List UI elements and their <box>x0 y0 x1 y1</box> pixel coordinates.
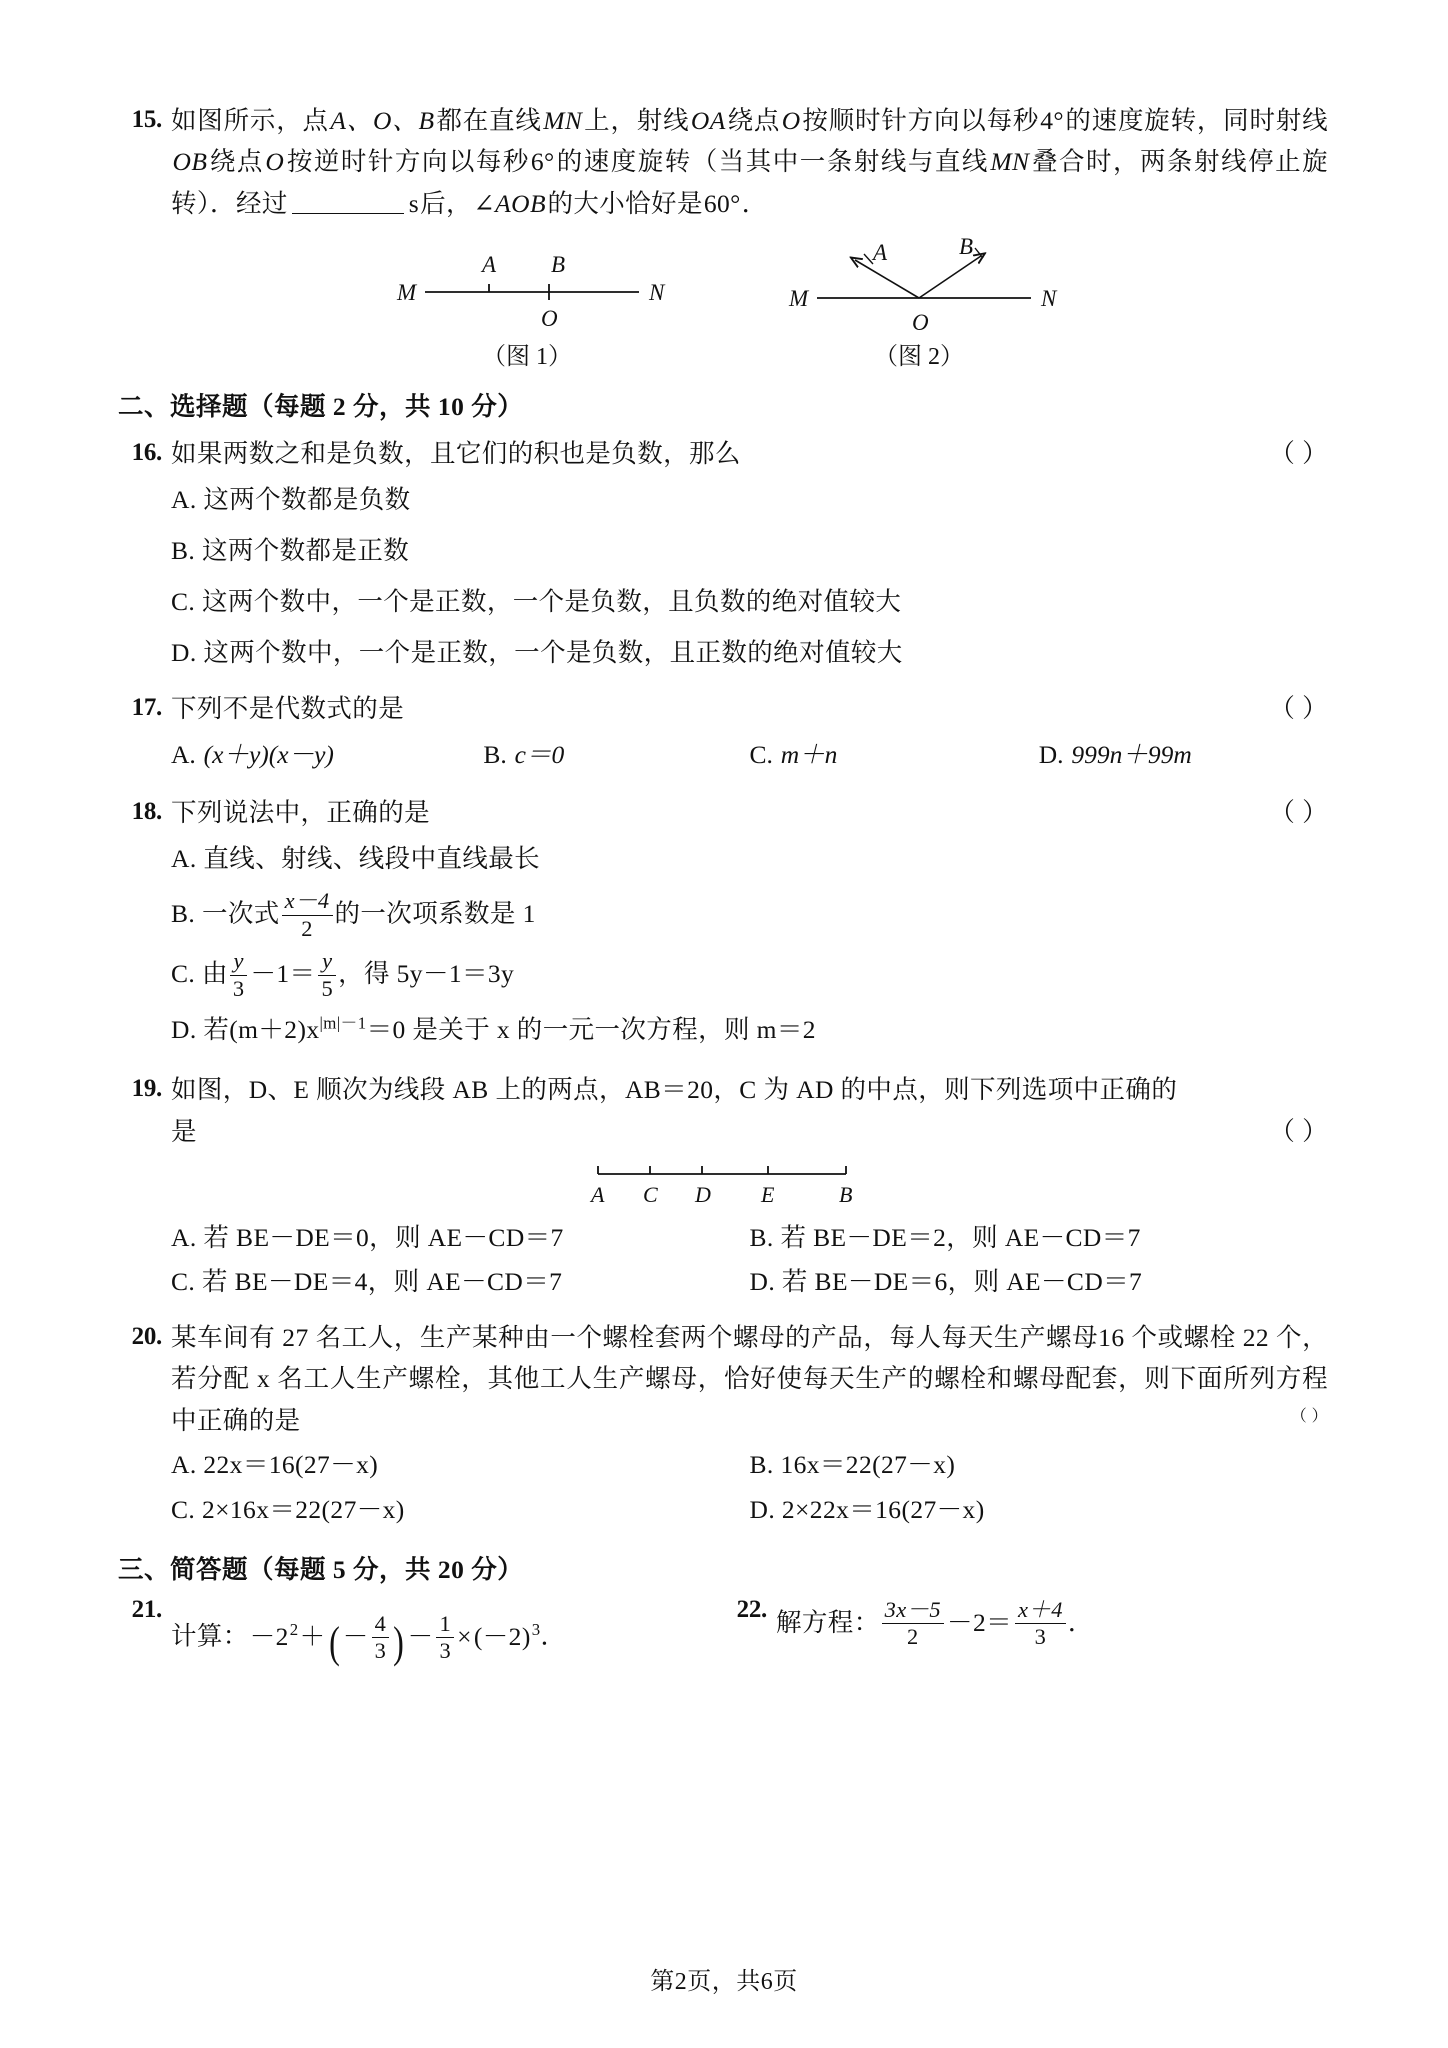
question-22-fraction-right <box>1015 1598 1066 1649</box>
question-22-body <box>776 1596 1094 1650</box>
question-18-option-c-pre: C. 由 <box>171 959 228 989</box>
figure-1-label-O: O <box>541 305 558 331</box>
question-16-option-b[interactable]: B. 这两个数都是正数 <box>171 536 410 566</box>
question-17-option-c[interactable] <box>749 733 1038 778</box>
q15-unit: s <box>408 188 420 218</box>
question-21-expr-exponent: 2 <box>289 1620 299 1640</box>
question-17-number: 17. <box>131 694 162 722</box>
question-21-times: × <box>457 1621 472 1651</box>
question-20 <box>118 1317 1328 1532</box>
q15-var-oa: OA <box>690 106 726 135</box>
q15-text-k: 后， <box>420 188 472 218</box>
q15-var-ob: OB <box>172 147 208 177</box>
question-17-option-c-expr: m＋n <box>780 740 838 770</box>
question-21-tail: (－2) <box>473 1621 531 1651</box>
question-18-options <box>171 833 1328 1055</box>
question-18-option-a[interactable]: A. 直线、射线、线段中直线最长 <box>171 844 541 874</box>
question-16-option-c[interactable]: C. 这两个数中，一个是正数，一个是负数，且负数的绝对值较大 <box>171 587 902 617</box>
question-22-lhs-den: 2 <box>907 1624 919 1650</box>
q15-answer-blank[interactable] <box>292 187 404 214</box>
question-19-option-b[interactable]: B. 若 BE－DE＝2，则 AE－CD＝7 <box>749 1222 1141 1252</box>
question-19-options <box>171 1216 1328 1305</box>
question-18-option-c[interactable] <box>171 944 1328 1004</box>
question-18-option-b-numerator: x－4 <box>282 889 333 915</box>
q15-text-h: 按逆时针方向以每秒 <box>285 147 530 177</box>
question-17-option-b-expr: c＝0 <box>514 740 565 770</box>
figure-1-svg <box>377 238 677 334</box>
question-17-option-c-label: C. <box>749 740 773 770</box>
question-18-option-d[interactable] <box>171 1004 1328 1055</box>
question-20-number: 20. <box>131 1323 162 1351</box>
q15-var-mn: MN <box>543 106 583 135</box>
section-2-heading: 二、选择题（每题 2 分，共 10 分） <box>118 391 524 421</box>
question-21-label: 计算： <box>171 1621 249 1651</box>
question-19-option-c[interactable]: C. 若 BE－DE＝4，则 AE－CD＝7 <box>171 1267 563 1297</box>
figure-2-caption: （图 2） <box>874 343 964 370</box>
question-18-option-b-pre: B. 一次式 <box>171 899 280 929</box>
question-19-figure-label-D: D <box>695 1181 711 1207</box>
figure-1 <box>377 238 677 371</box>
question-21-fraction-1 <box>372 1612 390 1663</box>
question-18-option-b-post: 的一次项系数是 1 <box>334 899 536 929</box>
question-20-option-d[interactable]: D. 2×22x＝16(27－x) <box>749 1494 985 1524</box>
question-17-options <box>171 733 1328 778</box>
q15-text-j: 叠合时，两条射线停止旋转）．经过 <box>171 147 1328 218</box>
question-19-option-d[interactable]: D. 若 BE－DE＝6，则 AE－CD＝7 <box>749 1267 1143 1297</box>
question-20-option-row-1 <box>171 1443 1328 1488</box>
question-18-stem: 下列说法中，正确的是 <box>171 798 431 828</box>
question-15-body <box>171 100 1328 224</box>
q15-text-l: 的大小恰好是 <box>547 188 703 218</box>
question-15-figures <box>118 238 1328 371</box>
question-19-stem-line-1: 如图，D、E 顺次为线段 AB 上的两点，AB＝20，C 为 AD 的中点，则下列选项中正确的 <box>171 1075 1178 1105</box>
question-21-right-paren: ) <box>393 1617 405 1668</box>
question-22-rhs-num: x＋4 <box>1015 1598 1066 1624</box>
figure-2-label-O: O <box>912 309 929 334</box>
question-19 <box>118 1069 1328 1305</box>
q15-text-f: 的速度旋转，同时射线 <box>1064 106 1328 135</box>
q15-var-mn-2: MN <box>990 147 1030 177</box>
question-20-option-row-2 <box>171 1488 1328 1533</box>
question-21-minus: － <box>407 1621 434 1651</box>
question-19-option-row-2 <box>171 1260 1328 1305</box>
question-18-option-c-fraction-1 <box>230 949 248 1000</box>
question-17-stem: 下列不是代数式的是 <box>171 694 405 724</box>
figure-1-label-A: A <box>482 251 497 277</box>
question-21-tail-exponent: 3 <box>531 1620 541 1640</box>
question-17-option-b[interactable] <box>483 733 749 778</box>
question-18-option-c-f2-num: y <box>318 949 336 975</box>
figure-2-label-N: N <box>1041 285 1057 311</box>
question-17-option-a[interactable] <box>171 733 483 778</box>
question-21-number: 21. <box>131 1596 162 1624</box>
figure-2-label-A: A <box>873 239 888 265</box>
question-21-frac2-num: 1 <box>436 1612 454 1638</box>
question-21-left-paren: ( <box>328 1617 340 1668</box>
q15-angle-aob: ∠AOB <box>473 188 546 218</box>
question-19-figure-label-B: B <box>839 1181 853 1207</box>
question-17 <box>118 688 1328 778</box>
question-18-option-c-f1-den: 3 <box>232 975 245 1001</box>
question-16-option-d[interactable]: D. 这两个数中，一个是正数，一个是负数，且正数的绝对值较大 <box>171 638 903 668</box>
question-18-option-c-f1-num: y <box>230 949 248 975</box>
question-15 <box>118 100 1328 371</box>
question-18-option-d-pre: D. 若(m＋2)x <box>171 1015 320 1045</box>
question-17-option-a-label: A. <box>171 740 196 770</box>
question-22-period: ． <box>1067 1608 1094 1638</box>
question-20-options <box>171 1443 1328 1532</box>
question-16-answer-paren[interactable]: （ ） <box>1269 438 1328 468</box>
question-19-number: 19. <box>131 1075 162 1103</box>
q15-text-b: 都在直线 <box>436 106 542 135</box>
question-19-stem-line-2: 是 <box>171 1116 197 1146</box>
question-21-body <box>171 1596 566 1690</box>
question-17-option-d-label: D. <box>1038 740 1064 770</box>
question-18-option-d-exponent: |m|－1 <box>319 1013 367 1033</box>
question-20-option-b[interactable]: B. 16x＝22(27－x) <box>749 1449 956 1479</box>
section-3-heading: 三、简答题（每题 5 分，共 20 分） <box>118 1555 524 1585</box>
question-20-stem: 某车间有 27 名工人，生产某种由一个螺栓套两个螺母的产品，每人每天生产螺母16 个或螺栓 22 个，若分配 x 名工人生产螺栓，其他工人生产螺母，恰好使每天生产的螺栓和螺母配套，则下面所列方程中正确的是 <box>171 1323 1328 1435</box>
question-22-lhs-num: 3x－5 <box>882 1598 944 1624</box>
question-16-option-a[interactable]: A. 这两个数都是负数 <box>171 485 411 515</box>
question-18-option-b-denominator: 2 <box>301 915 313 941</box>
question-16-options <box>171 474 1328 678</box>
question-18-option-c-fraction-2 <box>318 949 336 1000</box>
question-20-option-a[interactable]: A. 22x＝16(27－x) <box>171 1449 379 1479</box>
q15-text-i: 的速度旋转（当其中一条射线与直线 <box>555 147 989 177</box>
question-17-answer-paren[interactable]: （ ） <box>1269 694 1328 724</box>
question-21-frac1-sign: － <box>342 1621 369 1651</box>
q15-text-d: 绕点 <box>727 106 781 135</box>
figure-1-caption: （图 1） <box>482 343 572 370</box>
question-21-frac2-den: 3 <box>439 1638 452 1663</box>
question-18-option-c-post: ，得 5y－1＝3y <box>338 959 515 989</box>
q15-vars-aob: A、O、B <box>330 106 435 135</box>
question-22-label: 解方程： <box>776 1608 880 1638</box>
question-18-option-c-mid: －1＝ <box>250 959 316 989</box>
q15-speed-1: 4° <box>1040 106 1064 135</box>
question-17-option-b-label: B. <box>483 740 507 770</box>
figure-2-label-B: B <box>959 237 974 259</box>
question-17-option-a-expr: (x＋y)(x－y) <box>203 740 334 770</box>
question-19-figure <box>118 1156 1328 1210</box>
question-19-figure-label-E: E <box>761 1181 775 1207</box>
question-21-frac1-den: 3 <box>374 1638 387 1663</box>
q15-text-g: 绕点 <box>208 147 264 177</box>
question-21-fraction-2 <box>436 1612 454 1663</box>
question-22-rhs-den: 3 <box>1034 1624 1047 1650</box>
question-16-stem: 如果两数之和是负数，且它们的积也是负数，那么 <box>171 438 741 468</box>
question-21 <box>118 1596 723 1690</box>
question-19-figure-label-C: C <box>643 1181 658 1207</box>
page-footer: 第2页，共6页 <box>650 1969 798 1995</box>
q15-var-o: O <box>781 106 801 135</box>
question-19-figure-svg <box>578 1156 868 1210</box>
question-20-answer-paren[interactable]: （ ） <box>1290 1407 1328 1425</box>
question-18-option-d-post: ＝0 是关于 x 的一元一次方程，则 m＝2 <box>366 1015 816 1045</box>
figure-1-label-N: N <box>649 279 665 305</box>
q15-speed-2: 6° <box>530 147 555 177</box>
question-22-mid: －2＝ <box>947 1608 1012 1638</box>
figure-2-label-M: M <box>789 285 809 311</box>
question-18 <box>118 792 1328 1055</box>
question-21-frac1-num: 4 <box>372 1612 390 1638</box>
question-22-fraction-left <box>882 1598 944 1649</box>
question-18-answer-paren[interactable]: （ ） <box>1269 798 1328 828</box>
question-15-number: 15. <box>131 106 162 133</box>
question-18-option-c-f2-den: 5 <box>321 975 334 1001</box>
question-16 <box>118 433 1328 678</box>
q15-period: ． <box>741 188 768 218</box>
question-17-option-row <box>171 733 1328 778</box>
q15-text-a: 如图所示，点 <box>171 106 329 135</box>
question-16-number: 16. <box>131 438 162 466</box>
q15-text-c: 上，射线 <box>583 106 690 135</box>
question-18-option-b[interactable] <box>171 884 1328 944</box>
figure-1-label-M: M <box>397 279 417 305</box>
question-19-option-row-1 <box>171 1216 1328 1261</box>
q15-answer-degrees: 60° <box>703 188 741 218</box>
question-21-expr-base: －2 <box>249 1621 289 1651</box>
figure-1-label-B2: B <box>551 251 566 277</box>
question-19-answer-paren[interactable]: （ ） <box>1269 1116 1328 1146</box>
question-21-plus: ＋ <box>299 1621 326 1651</box>
question-17-option-d[interactable] <box>1039 733 1328 778</box>
question-19-option-a[interactable]: A. 若 BE－DE＝0，则 AE－CD＝7 <box>171 1222 564 1252</box>
question-22-number: 22. <box>736 1596 767 1624</box>
question-21-period: ． <box>540 1621 567 1651</box>
question-18-option-b-fraction <box>282 889 333 940</box>
q15-text-e: 按顺时针方向以每秒 <box>802 106 1040 135</box>
question-17-option-d-expr: 999n＋99m <box>1071 740 1192 770</box>
figure-2-svg <box>769 238 1069 334</box>
question-20-option-c[interactable]: C. 2×16x＝22(27－x) <box>171 1494 405 1524</box>
question-18-number: 18. <box>131 798 162 826</box>
question-22 <box>723 1596 1328 1690</box>
figure-2 <box>769 238 1069 371</box>
q15-var-o-2: O <box>265 147 285 177</box>
question-21-22-row <box>118 1596 1328 1690</box>
question-19-figure-label-A: A <box>591 1181 605 1207</box>
